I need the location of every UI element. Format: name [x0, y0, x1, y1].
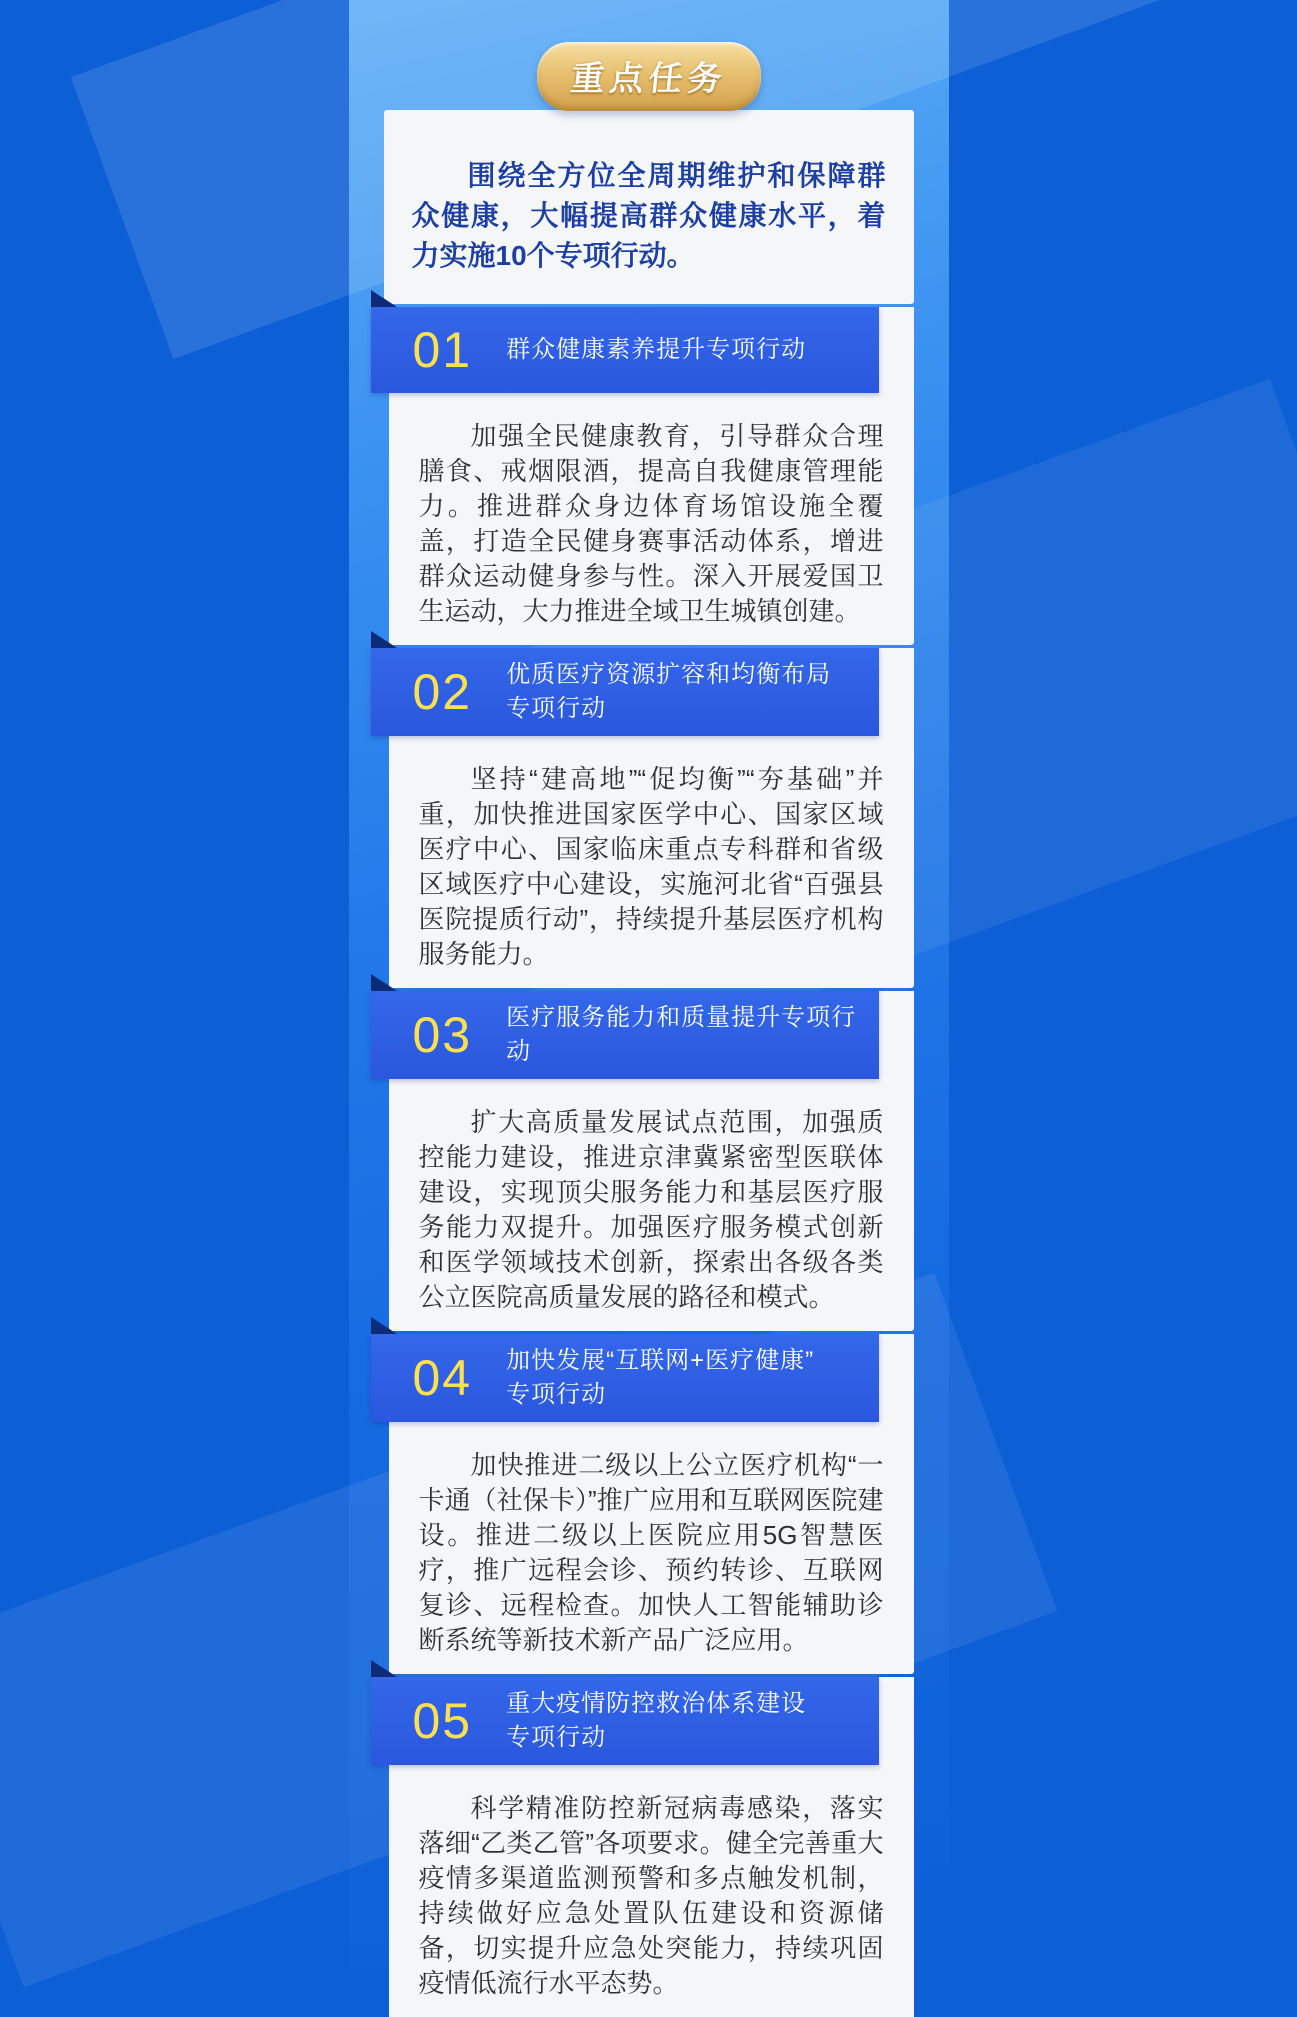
section-number: 04: [412, 1350, 473, 1406]
intro-card: [384, 110, 914, 304]
section-body-text: 加强全民健康教育，引导群众合理膳食、戒烟限酒，提高自我健康管理能力。推进群众身边体育场馆设施全覆盖，打造全民健身赛事活动体系，增进群众运动健身参与性。深入开展爱国卫生运动，大力推进全域卫生城镇创建。: [418, 421, 884, 626]
section-03: [349, 991, 949, 1331]
section-number: 03: [412, 1007, 473, 1063]
page-title: 重点任务: [568, 60, 729, 98]
section-title: [506, 658, 831, 726]
section-02: [349, 648, 949, 988]
section-02-header-bar: [371, 648, 879, 736]
section-title-line1: 优质医疗资源扩容和均衡布局: [506, 661, 832, 688]
section-01: [349, 307, 949, 645]
section-body-text: 加快推进二级以上公立医疗机构“一卡通（社保卡）”推广应用和互联网医院建设。推进二级以上医院应用5G智慧医疗，推广远程会诊、预约转诊、互联网复诊、远程检查。加快人工智能辅助诊断系统等新技术新产品广泛应用。: [418, 1450, 884, 1655]
section-body-text: 坚持“建高地”“促均衡”“夯基础”并重，加快推进国家医学中心、国家区域医疗中心、国家临床重点专科群和省级区域医疗中心建设，实施河北省“百强县医院提质行动”，持续提升基层医疗机构服务能力。: [418, 764, 884, 969]
section-04: [349, 1334, 949, 1674]
section-title: [506, 1001, 864, 1069]
section-title: [506, 1687, 806, 1755]
section-title-line2: 专项行动: [506, 695, 607, 722]
section-05-header-bar: [371, 1677, 879, 1765]
section-01-header-bar: [371, 307, 879, 393]
section-title-line2: 专项行动: [506, 1724, 607, 1751]
section-05: [349, 1677, 949, 2017]
section-title-line1: 加快发展“互联网+医疗健康”: [506, 1347, 815, 1374]
section-body-text: 科学精准防控新冠病毒感染，落实落细“乙类乙管”各项要求。健全完善重大疫情多渠道监测预警和多点触发机制，持续做好应急处置队伍建设和资源储备，切实提升应急处突能力，持续巩固疫情低流行水平态势。: [418, 1793, 884, 1998]
section-title-line1: 医疗服务能力和质量提升专项行动: [506, 1004, 857, 1065]
section-03-card: [389, 991, 914, 1331]
section-01-card: [389, 307, 914, 645]
section-number: 01: [412, 322, 473, 378]
section-title-line2: 专项行动: [506, 1381, 607, 1408]
content-column: [349, 0, 949, 2017]
section-04-card: [389, 1334, 914, 1674]
title-badge: [537, 42, 761, 111]
section-number: 02: [412, 664, 473, 720]
section-title: [506, 1344, 814, 1412]
section-body-text: 扩大高质量发展试点范围，加强质控能力建设，推进京津冀紧密型医联体建设，实现顶尖服务能力和基层医疗服务能力双提升。加强医疗服务模式创新和医学领域技术创新，探索出各级各类公立医院高质量发展的路径和模式。: [418, 1107, 884, 1312]
header-badge-area: [349, 0, 949, 104]
section-05-card: [389, 1677, 914, 2017]
infographic-page: [349, 0, 949, 1998]
section-02-card: [389, 648, 914, 988]
section-03-header-bar: [371, 991, 879, 1079]
section-title: [506, 333, 806, 367]
intro-paragraph: 围绕全方位全周期维护和保障群众健康，大幅提高群众健康水平，着力实施10个专项行动。: [411, 160, 886, 271]
section-number: 05: [412, 1693, 473, 1749]
section-title-line1: 群众健康素养提升专项行动: [506, 336, 807, 363]
section-title-line1: 重大疫情防控救治体系建设: [506, 1690, 807, 1717]
section-04-header-bar: [371, 1334, 879, 1422]
